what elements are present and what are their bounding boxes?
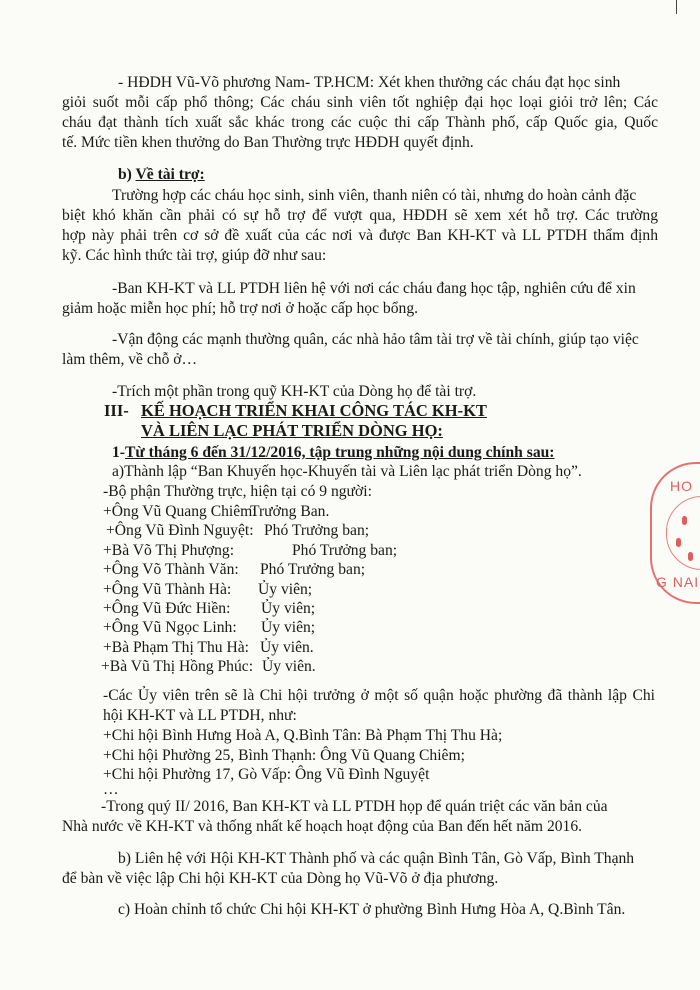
branch-ellipsis: … <box>103 781 119 798</box>
member-role: Ủy viên. <box>262 658 316 675</box>
member-name: +Ông Vũ Ngọc Linh: <box>103 619 237 636</box>
member-role: Ủy viên; <box>261 619 316 636</box>
subsection-1-heading <box>112 443 554 463</box>
branch-intro-2: hội KH-KT và LL PTDH, như: <box>103 707 297 724</box>
tai-tro-item-3: -Trích một phần trong quỹ KH-KT của Dòng họ để tài trợ. <box>112 383 477 400</box>
tai-tro-item-2-line-1: -Vận động các mạnh thường quân, các nhà hảo tâm tài trợ về tài chính, giúp tạo việc <box>112 331 639 348</box>
item-a: a)Thành lập “Ban Khuyến học-Khuyến tài và Liên lạc phát triển Dòng họ”. <box>112 463 582 480</box>
subsection-1-number: 1- <box>112 444 125 461</box>
section-b-heading <box>118 165 205 185</box>
member-role: Phó Trưởng ban; <box>264 522 370 539</box>
section-b-intro-2: biệt khó khăn cần phải có sự hỗ trợ để vượt qua, HĐDH sẽ xem xét hỗ trợ. Các trường <box>62 207 658 224</box>
section-b-title: Về tài trợ: <box>135 166 205 183</box>
member-role: Ủy viên; <box>258 581 313 598</box>
member-name: +Ông Vũ Đình Nguyệt: <box>106 522 254 539</box>
tai-tro-item-1-line-2: giảm hoặc miễn học phí; hỗ trợ nơi ở hoặc cấp học bổng. <box>62 300 419 317</box>
red-seal-stamp <box>650 462 700 604</box>
section-b-label: b) <box>118 166 136 183</box>
scan-mark <box>676 0 677 14</box>
member-name: +Bà Võ Thị Phượng: <box>103 542 235 559</box>
para-a-line-1: - HĐDH Vũ-Võ phương Nam- TP.HCM: Xét khen thưởng các cháu đạt học sinh <box>118 74 621 91</box>
section-b-intro-4: kỹ. Các hình thức tài trợ, giúp đỡ như sau: <box>62 247 327 264</box>
member-name: +Bà Phạm Thị Thu Hà: <box>103 639 249 656</box>
standing-committee-intro: -Bộ phận Thường trực, hiện tại có 9 người: <box>103 483 372 500</box>
stamp-text-bottom: G NAI <box>656 574 700 590</box>
quarter-line-1: -Trong quý II/ 2016, Ban KH-KT và LL PTDH họp để quán triệt các văn bản của <box>101 798 608 815</box>
tai-tro-item-2-line-2: làm thêm, về chỗ ở… <box>62 351 198 368</box>
section-b-intro-1: Trường hợp các cháu học sinh, sinh viên, thanh niên có tài, nhưng do hoàn cảnh đặc <box>112 187 637 204</box>
branch-item: +Chi hội Phường 25, Bình Thạnh: Ông Vũ Quang Chiêm; <box>103 747 465 764</box>
section-iii-numeral: III- <box>104 401 129 420</box>
member-role: Phó Trưởng ban; <box>292 542 398 559</box>
para-a-line-4: tế. Mức tiền khen thưởng do Ban Thường trực HĐDH quyết định. <box>62 134 474 151</box>
member-name: +Ông Vũ Quang Chiêm: <box>103 503 257 520</box>
para-a-line-3: cháu đạt thành tích xuất sắc khác trong các cuộc thi cấp Thành phố, cấp Quốc gia, Quốc <box>62 114 658 131</box>
item-b-line-1: b) Liên hệ với Hội KH-KT Thành phố và các quận Bình Tân, Gò Vấp, Bình Thạnh <box>118 850 635 867</box>
member-name: +Ông Võ Thành Văn: <box>103 561 239 578</box>
branch-intro-1: -Các Ủy viên trên sẽ là Chi hội trưởng ở một số quận hoặc phường đã thành lập Chi <box>103 687 655 704</box>
stamp-mark <box>682 516 687 525</box>
member-name: +Ông Vũ Thành Hà: <box>103 581 232 598</box>
section-b-intro-3: hợp này phải trên cơ sở đề xuất của các nơi và được Ban KH-KT và LL PTDH thẩm định <box>62 227 658 244</box>
section-iii-title-1: KẾ HOẠCH TRIỂN KHAI CÔNG TÁC KH-KT <box>141 401 487 420</box>
member-role: Phó Trưởng ban; <box>260 561 366 578</box>
branch-item: +Chi hội Bình Hưng Hoà A, Q.Bình Tân: Bà Phạm Thị Thu Hà; <box>103 727 503 744</box>
stamp-inner-ring <box>666 496 700 570</box>
para-a-line-2: giỏi suốt mỗi cấp phổ thông; Các cháu sinh viên tốt nghiệp đại học loại giỏi trở lên; Các <box>62 94 658 111</box>
stamp-text-top: HO <box>670 478 693 494</box>
subsection-1-title: Từ tháng 6 đến 31/12/2016, tập trung những nội dung chính sau: <box>125 444 555 461</box>
item-b-line-2: để bàn về việc lập Chi hội KH-KT của Dòng họ Vũ-Võ ở địa phương. <box>62 870 499 887</box>
tai-tro-item-1-line-1: -Ban KH-KT và LL PTDH liên hệ với nơi các cháu đang học tập, nghiên cứu để xin <box>112 280 636 297</box>
section-iii-title-2: VÀ LIÊN LẠC PHÁT TRIỂN DÒNG HỌ: <box>141 421 443 440</box>
member-role: Trưởng Ban. <box>250 503 330 520</box>
item-c: c) Hoàn chỉnh tổ chức Chi hội KH-KT ở phường Bình Hưng Hòa A, Q.Bình Tân. <box>118 901 626 918</box>
member-role: Ủy viên. <box>260 639 314 656</box>
member-name: +Ông Vũ Đức Hiền: <box>103 600 231 617</box>
member-name: +Bà Vũ Thị Hồng Phúc: <box>101 658 254 675</box>
stamp-mark <box>688 552 693 561</box>
quarter-line-2: Nhà nước về KH-KT và thống nhất kế hoạch hoạt động của Ban đến hết năm 2016. <box>62 818 583 835</box>
member-role: Ủy viên; <box>261 600 316 617</box>
stamp-mark <box>676 538 681 547</box>
branch-item: +Chi hội Phường 17, Gò Vấp: Ông Vũ Đình Nguyệt <box>103 766 430 783</box>
